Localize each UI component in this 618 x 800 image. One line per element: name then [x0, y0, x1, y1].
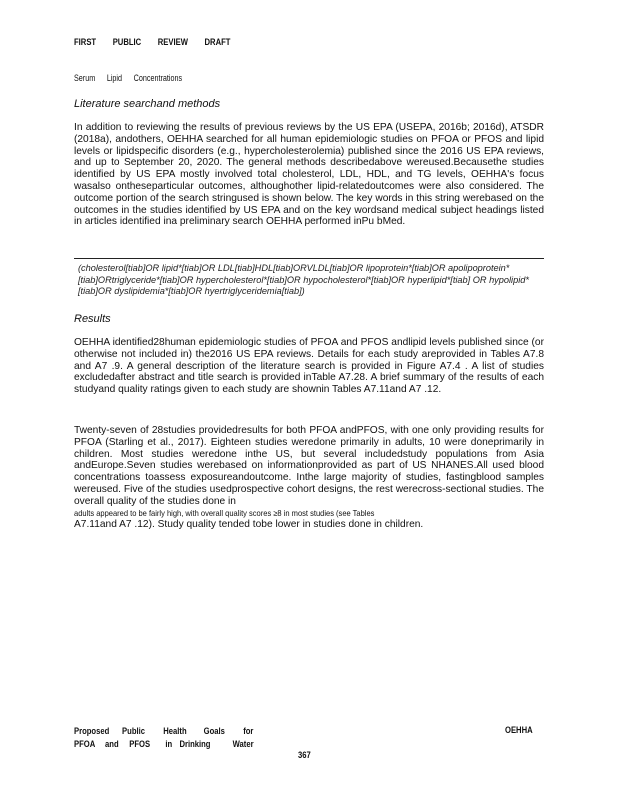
header-word: DRAFT — [204, 37, 231, 47]
header-word: REVIEW — [157, 37, 188, 47]
footer-right: OEHHA — [505, 725, 533, 735]
results-paragraph-2-body: Twenty-seven of 28studies providedresults for both PFOA andPFOS, with one only providing results for PFOA (Starling et al., 2017). Eighteen studies weredone primarily in adults, 10 were doneprimarily in children. Most studies weredone inthe US, but several includedstudy populations from Asia andEurope.Seven studies werebased on informationprovided as part of US NHANES.All used blood concentrations toassess exposureandoutcome. Inthe large majority of studies, fastingblood samples wereused. Five of the studies usedprospective cohort designs, the rest werecross-sectional studies. The overall quality of the studies done in — [74, 425, 544, 507]
footer-word: for — [243, 726, 254, 736]
methods-heading: Literature searchand methods — [74, 98, 221, 110]
footer-word: Goals — [203, 726, 225, 736]
footer-word: Water — [232, 739, 254, 749]
footer-word: Health — [163, 726, 187, 736]
section-word: Lipid — [106, 73, 123, 83]
footer-line-2 — [74, 738, 254, 751]
footer-word: PFOS — [129, 739, 151, 749]
search-string: (cholesterol[tiab]OR lipid*[tiab]OR LDL[tiab]HDL[tiab]ORVLDL[tiab]OR lipoprotein*[tiab]OR apolipoprotein*[tiab]ORtriglyceride*[tiab]OR hypercholesterol*[tiab]OR hypocholesterol*[tiab]OR hyperlipid*[tiab] OR hypolipid*[tiab]OR dyslipidemia*[tiab]OR hyertriglyceridemia[tiab]) — [78, 263, 529, 297]
footer-word: in — [165, 739, 173, 749]
results-paragraph-2-small-line: adults appeared to be fairly high, with overall quality scores ≥8 in most studies (see Tables — [74, 508, 375, 518]
results-heading: Results — [74, 313, 111, 325]
methods-paragraph: In addition to reviewing the results of previous reviews by the US EPA (USEPA, 2016b; 2016d), ATSDR (2018a), andothers, OEHHA searched for all human epidemiologic studies on PFOA or PFOS and lipid levels or lipidspecific disorders (e.g., hypercholesterolemia) published since the 2016 US EPA reviews, and up to September 20, 2020. The general methods describedabove wereused.Becausethe studies identified by US EPA mostly involved total cholesterol, LDL, HDL, and TG levels, OEHHA's focus wasalso ontheseparticular outcomes, althoughother lipid-relatedoutcomes were also considered. The outcome portion of the search stringused is shown below. The key words in this string werebased on the outcomes in the studies identified by US EPA and on the key wordsand medical subject headings listed in articles identified ina preliminary search OEHHA performed inPu bMed. — [74, 122, 544, 228]
page-header — [74, 37, 245, 47]
page-number: 367 — [298, 750, 311, 760]
footer-word: Public — [122, 726, 146, 736]
header-word: PUBLIC — [112, 37, 142, 47]
footer-line-1 — [74, 725, 254, 738]
footer-word: PFOA — [74, 739, 96, 749]
results-paragraph-1: OEHHA identified28human epidemiologic studies of PFOA and PFOS andlipid levels published since (or otherwise not included in) the2016 US EPA reviews. Details for each study areprovided in Tables A7.8 and A7 .9. A general description of the literature search is provided in Figure A7.4 . A list of studies excludedafter abstract and title search is provided inTable A7.28. A brief summary of the results of each studyand quality ratings given to each study are shownin Tables A7.11and A7 .12. — [74, 337, 544, 396]
section-word: Serum — [74, 73, 96, 83]
section-word: Concentrations — [133, 73, 183, 83]
footer-word: Drinking — [179, 739, 211, 749]
footer-left — [74, 725, 254, 751]
results-paragraph-2-end: A7.11and A7 .12). Study quality tended tobe lower in studies done in children. — [74, 519, 424, 531]
header-word: FIRST — [74, 37, 97, 47]
section-title — [74, 73, 192, 83]
footer-word: and — [105, 739, 119, 749]
search-string-box — [74, 258, 544, 298]
footer-word: Proposed — [74, 726, 110, 736]
results-paragraph-2 — [74, 425, 544, 531]
